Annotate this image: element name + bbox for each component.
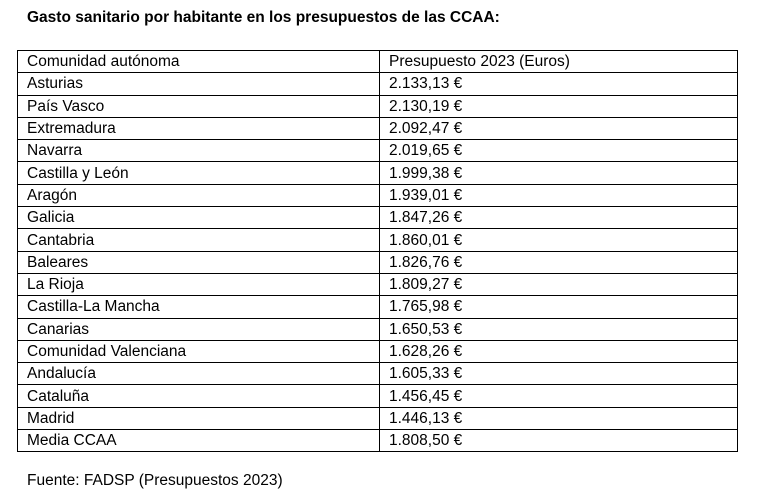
table-row [18, 140, 738, 162]
budget-cell: 1.765,98 € [380, 296, 738, 318]
budget-cell: 1.939,01 € [380, 184, 738, 206]
community-cell: País Vasco [18, 95, 380, 117]
budget-cell: 1.808,50 € [380, 430, 738, 452]
community-cell: Andalucía [18, 363, 380, 385]
budget-cell: 1.605,33 € [380, 363, 738, 385]
table-row [18, 207, 738, 229]
table-row [18, 385, 738, 407]
table-row [18, 117, 738, 139]
community-cell: La Rioja [18, 273, 380, 295]
budget-cell: 1.650,53 € [380, 318, 738, 340]
table-row [18, 430, 738, 452]
community-cell: Aragón [18, 184, 380, 206]
budget-cell: 1.826,76 € [380, 251, 738, 273]
table-row [18, 407, 738, 429]
column-header-community: Comunidad autónoma [18, 51, 380, 73]
table-row [18, 251, 738, 273]
table-row [18, 162, 738, 184]
table-row [18, 184, 738, 206]
community-cell: Castilla y León [18, 162, 380, 184]
budget-cell: 1.847,26 € [380, 207, 738, 229]
budget-cell: 1.860,01 € [380, 229, 738, 251]
community-cell: Castilla-La Mancha [18, 296, 380, 318]
column-header-budget: Presupuesto 2023 (Euros) [380, 51, 738, 73]
table-row [18, 340, 738, 362]
community-cell: Extremadura [18, 117, 380, 139]
budget-cell: 2.130,19 € [380, 95, 738, 117]
budget-table [17, 50, 738, 452]
community-cell: Madrid [18, 407, 380, 429]
community-cell: Cantabria [18, 229, 380, 251]
budget-cell: 2.092,47 € [380, 117, 738, 139]
budget-cell: 1.446,13 € [380, 407, 738, 429]
community-cell: Comunidad Valenciana [18, 340, 380, 362]
table-row [18, 273, 738, 295]
budget-cell: 1.628,26 € [380, 340, 738, 362]
table-row [18, 318, 738, 340]
source-note: Fuente: FADSP (Presupuestos 2023) [27, 472, 283, 489]
table-row [18, 229, 738, 251]
table-row [18, 73, 738, 95]
budget-cell: 2.019,65 € [380, 140, 738, 162]
document-title: Gasto sanitario por habitante en los presupuestos de las CCAA: [27, 9, 500, 26]
community-cell: Media CCAA [18, 430, 380, 452]
community-cell: Galicia [18, 207, 380, 229]
table-row [18, 296, 738, 318]
table-row [18, 363, 738, 385]
community-cell: Baleares [18, 251, 380, 273]
community-cell: Cataluña [18, 385, 380, 407]
budget-cell: 1.999,38 € [380, 162, 738, 184]
community-cell: Asturias [18, 73, 380, 95]
table-header-row [18, 51, 738, 73]
community-cell: Navarra [18, 140, 380, 162]
budget-cell: 1.456,45 € [380, 385, 738, 407]
budget-cell: 2.133,13 € [380, 73, 738, 95]
community-cell: Canarias [18, 318, 380, 340]
budget-cell: 1.809,27 € [380, 273, 738, 295]
table-row [18, 95, 738, 117]
